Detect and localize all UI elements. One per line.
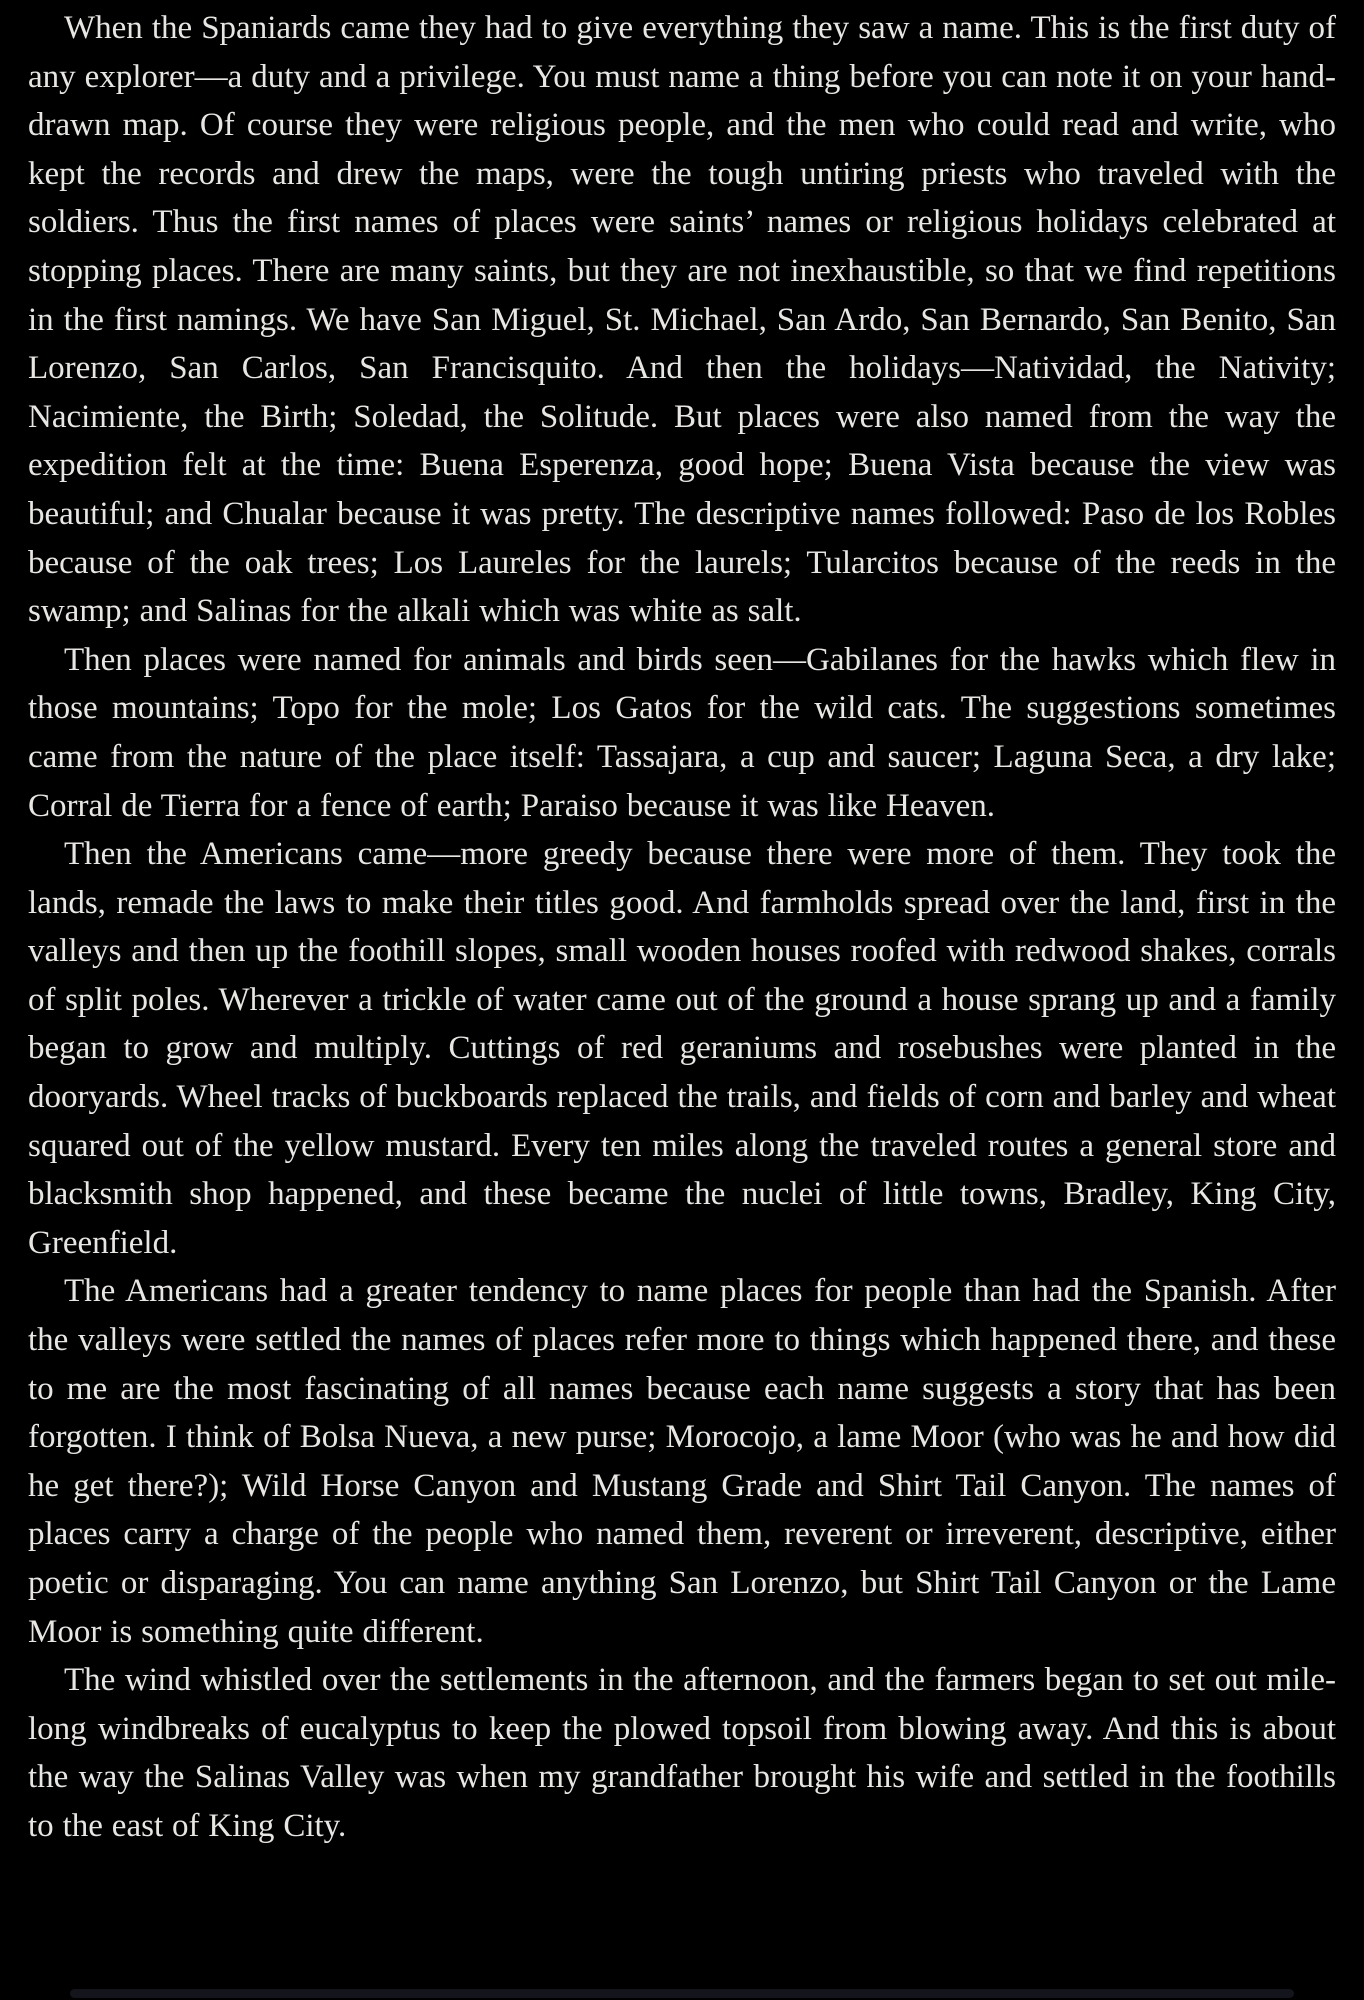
book-text-block (28, 4, 1336, 1851)
reading-progress-bar[interactable] (70, 1989, 1294, 1998)
paragraph: The wind whistled over the settlements in the afternoon, and the farmers began to set out mile-long windbreaks of eucalyptus to keep the plowed topsoil from blowing away. And this is about the way the Salinas Valley was when my grandfather brought his wife and settled in the foothills to the east of King City. (28, 1662, 1336, 1844)
paragraph: When the Spaniards came they had to give everything they saw a name. This is the first duty of any explorer—a duty and a privilege. You must name a thing before you can note it on your hand-drawn map. Of course they were religious people, and the men who could read and write, who kept the records and drew the maps, were the tough untiring priests who traveled with the soldiers. Thus the first names of places were saints’ names or religious holidays celebrated at stopping places. There are many saints, but they are not inexhaustible, so that we find repetitions in the first namings. We have San Miguel, St. Michael, San Ardo, San Bernardo, San Benito, San Lorenzo, San Carlos, San Francisquito. And then the holidays—Natividad, the Nativity; Nacimiente, the Birth; Soledad, the Solitude. But places were also named from the way the expedition felt at the time: Buena Esperenza, good hope; Buena Vista because the view was beautiful; and Chualar because it was pretty. The descriptive names followed: Paso de los Robles because of the oak trees; Los Laureles for the laurels; Tularcitos because of the reeds in the swamp; and Salinas for the alkali which was white as salt. (28, 10, 1336, 630)
paragraph: Then places were named for animals and birds seen—Gabilanes for the hawks which flew in those mountains; Topo for the mole; Los Gatos for the wild cats. The suggestions sometimes came from the nature of the place itself: Tassajara, a cup and saucer; Laguna Seca, a dry lake; Corral de Tierra for a fence of earth; Paraiso because it was like Heaven. (28, 641, 1336, 824)
paragraph: Then the Americans came—more greedy because there were more of them. They took the lands, remade the laws to make their titles good. And farmholds spread over the land, first in the valleys and then up the foothill slopes, small wooden houses roofed with redwood shakes, corrals of split poles. Wherever a trickle of water came out of the ground a house sprang up and a family began to grow and multiply. Cuttings of red geraniums and rosebushes were planted in the dooryards. Wheel tracks of buckboards replaced the trails, and fields of corn and barley and wheat squared out of the yellow mustard. Every ten miles along the traveled routes a general store and blacksmith shop happened, and these became the nuclei of little towns, Bradley, King City, Greenfield. (28, 836, 1336, 1261)
paragraph: The Americans had a greater tendency to name places for people than had the Spanish. After the valleys were settled the names of places refer more to things which happened there, and these to me are the most fascinating of all names because each name suggests a story that has been forgotten. I think of Bolsa Nueva, a new purse; Morocojo, a lame Moor (who was he and how did he get there?); Wild Horse Canyon and Mustang Grade and Shirt Tail Canyon. The names of places carry a charge of the people who named them, reverent or irreverent, descriptive, either poetic or disparaging. You can name anything San Lorenzo, but Shirt Tail Canyon or the Lame Moor is something quite different. (28, 1273, 1336, 1650)
